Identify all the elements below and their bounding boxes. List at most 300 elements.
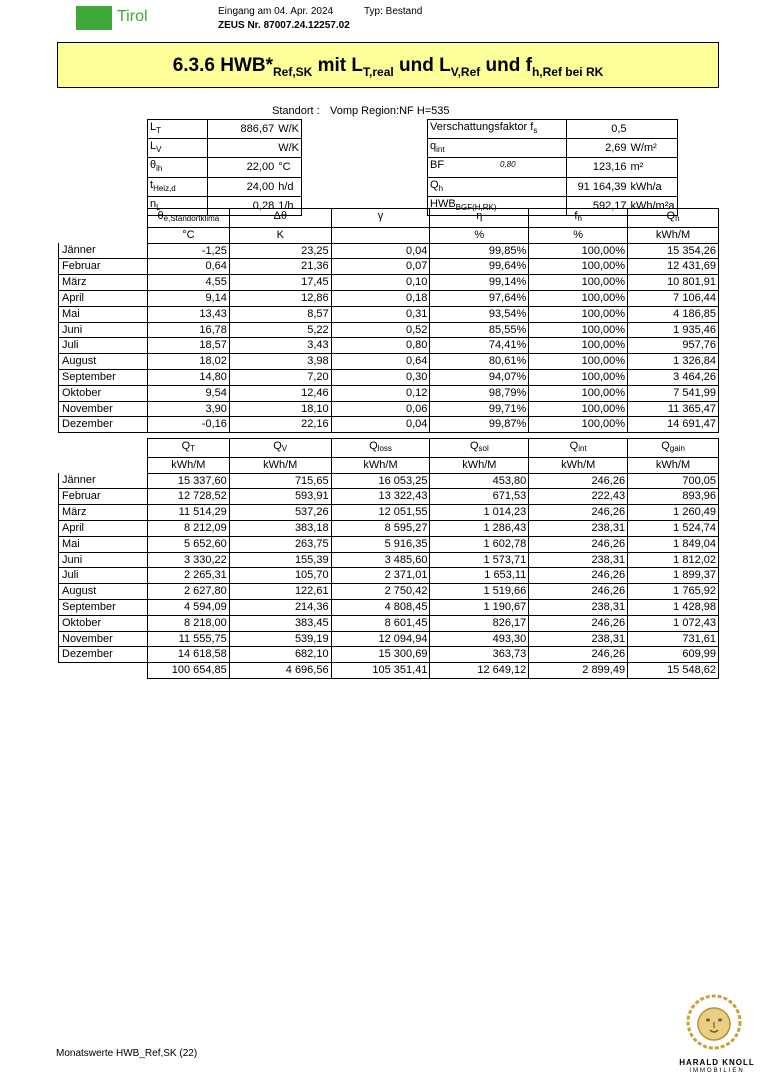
cell-value: 1 812,02: [628, 552, 719, 568]
cell-value: 1 190,67: [430, 599, 529, 615]
cell-value: 682,10: [229, 647, 331, 663]
month-label: Februar: [59, 259, 148, 275]
header-subscript: h: [577, 214, 582, 223]
cell-value: 23,25: [229, 243, 331, 259]
month-label: Jänner: [59, 473, 148, 489]
cell-value: 2 627,80: [147, 584, 229, 600]
param-value: 24,00: [208, 177, 276, 196]
cell-value: 957,76: [628, 338, 719, 354]
param-symbol: [428, 120, 567, 139]
cell-value: 99,87%: [430, 417, 529, 433]
param-sym: Q: [430, 178, 439, 191]
param-unit: h/d: [276, 177, 301, 196]
table-row: [59, 354, 719, 370]
totals-empty: [59, 663, 148, 679]
unit-cell: kWh/M: [430, 457, 529, 473]
cell-value: 80,61%: [430, 354, 529, 370]
title-box: [57, 42, 719, 88]
cell-value: 0,10: [331, 275, 430, 291]
page-title: 6.3.6 $HWB*_{Ref,SK}$ mit $L_{T,real}$ und $L_{V,Ref}$ und $f_{h,Ref bei RK}$: [172, 55, 604, 79]
month-label: Juni: [59, 322, 148, 338]
cell-value: -0,16: [147, 417, 229, 433]
param-sym: HWB: [430, 197, 456, 210]
month-label: Juni: [59, 552, 148, 568]
total-value: 15 548,62: [628, 663, 719, 679]
month-label: Mai: [59, 536, 148, 552]
table-header-row: [59, 439, 719, 458]
cell-value: 100,00%: [529, 338, 628, 354]
cell-value: 715,65: [229, 473, 331, 489]
cell-value: 0,31: [331, 306, 430, 322]
param-sym: θ: [150, 159, 157, 172]
table-row: [59, 259, 719, 275]
lion-head-logo: [686, 994, 742, 1054]
table-row: [59, 615, 719, 631]
table-row: [59, 647, 719, 663]
unit-empty: [59, 457, 148, 473]
month-label: April: [59, 520, 148, 536]
param-unit: 1/h: [276, 196, 301, 215]
cell-value: 246,26: [529, 505, 628, 521]
cell-value: 826,17: [430, 615, 529, 631]
cell-value: 1 286,43: [430, 520, 529, 536]
param-sub: s: [533, 126, 538, 136]
unit-cell: °C: [147, 227, 229, 243]
cell-value: 5 652,60: [147, 536, 229, 552]
column-header: [430, 209, 529, 228]
cell-value: 3,90: [147, 401, 229, 417]
param-sub: V: [156, 145, 162, 155]
param-symbol: [148, 120, 208, 139]
cell-value: 214,36: [229, 599, 331, 615]
month-label: Mai: [59, 306, 148, 322]
param-value: 886,67: [208, 120, 276, 139]
header-symbol: θ: [157, 210, 164, 222]
cell-value: 100,00%: [529, 369, 628, 385]
column-header: [430, 439, 529, 458]
table-row: [59, 584, 719, 600]
month-label: Juli: [59, 338, 148, 354]
cell-value: 15 300,69: [331, 647, 430, 663]
table-row: [59, 275, 719, 291]
cell-value: 10 801,91: [628, 275, 719, 291]
cell-value: 16,78: [147, 322, 229, 338]
unit-cell: kWh/M: [628, 227, 719, 243]
header-symbol: Q: [666, 210, 676, 222]
header-empty: [59, 209, 148, 228]
param-value: 0,28: [208, 196, 276, 215]
cell-value: 18,02: [147, 354, 229, 370]
month-label: September: [59, 369, 148, 385]
cell-value: 98,79%: [430, 385, 529, 401]
cell-value: 155,39: [229, 552, 331, 568]
column-header: [529, 209, 628, 228]
total-value: 12 649,12: [430, 663, 529, 679]
cell-value: 246,26: [529, 473, 628, 489]
table-row: [59, 505, 719, 521]
param-sym: L: [150, 121, 157, 133]
param-unit: °C: [276, 158, 301, 177]
cell-value: 21,36: [229, 259, 331, 275]
month-label: März: [59, 505, 148, 521]
cell-value: 0,04: [331, 243, 430, 259]
param-sym: BF: [430, 159, 445, 172]
param-row: [148, 158, 302, 177]
column-header: [331, 439, 430, 458]
cell-value: 94,07%: [430, 369, 529, 385]
param-value: 0,5: [567, 120, 629, 139]
table-row: [59, 290, 719, 306]
unit-cell: kWh/M: [529, 457, 628, 473]
tirol-logo: [76, 6, 112, 30]
cell-value: 9,54: [147, 385, 229, 401]
param-symbol: [428, 139, 567, 158]
param-unit: kWh/m²a: [629, 196, 678, 215]
cell-value: 100,00%: [529, 275, 628, 291]
cell-value: 100,00%: [529, 259, 628, 275]
cell-value: 12,86: [229, 290, 331, 306]
column-header: [628, 209, 719, 228]
cell-value: 100,00%: [529, 322, 628, 338]
table-row: [59, 473, 719, 489]
cell-value: 0,18: [331, 290, 430, 306]
param-value: 592,17: [567, 196, 629, 215]
cell-value: 238,31: [529, 631, 628, 647]
cell-value: 14 618,58: [147, 647, 229, 663]
column-header: [229, 439, 331, 458]
cell-value: 13,43: [147, 306, 229, 322]
cell-value: 99,64%: [430, 259, 529, 275]
totals-row: [59, 663, 719, 679]
table-row: [59, 552, 719, 568]
column-header: [628, 439, 719, 458]
cell-value: 15 354,26: [628, 243, 719, 259]
month-label: Oktober: [59, 615, 148, 631]
cell-value: -1,25: [147, 243, 229, 259]
header-subscript: loss: [377, 444, 392, 453]
cell-value: 246,26: [529, 647, 628, 663]
cell-value: 263,75: [229, 536, 331, 552]
cell-value: 99,85%: [430, 243, 529, 259]
param-unit: m²: [629, 158, 678, 177]
param-sym: n: [150, 197, 157, 210]
cell-value: 609,99: [628, 647, 719, 663]
table-row: [59, 536, 719, 552]
total-value: 105 351,41: [331, 663, 430, 679]
cell-value: 1 072,43: [628, 615, 719, 631]
table-row: [59, 385, 719, 401]
param-unit: W/K: [276, 120, 301, 139]
param-unit: kWh/a: [629, 177, 678, 196]
param-symbol: [428, 158, 567, 177]
param-value: 91 164,39: [567, 177, 629, 196]
cell-value: 8 212,09: [147, 520, 229, 536]
cell-value: 1 653,11: [430, 568, 529, 584]
cell-value: 100,00%: [529, 401, 628, 417]
unit-empty: [59, 227, 148, 243]
column-header: [229, 209, 331, 228]
cell-value: 8,57: [229, 306, 331, 322]
cell-value: 363,73: [430, 647, 529, 663]
param-sub: L: [156, 202, 161, 212]
cell-value: 5,22: [229, 322, 331, 338]
param-unit: W/K: [276, 139, 301, 158]
cell-value: 539,19: [229, 631, 331, 647]
cell-value: 1 602,78: [430, 536, 529, 552]
cell-value: 11 555,75: [147, 631, 229, 647]
cell-value: 1 524,74: [628, 520, 719, 536]
month-label: April: [59, 290, 148, 306]
cell-value: 15 337,60: [147, 473, 229, 489]
month-label: Dezember: [59, 417, 148, 433]
unit-cell: %: [529, 227, 628, 243]
month-label: Oktober: [59, 385, 148, 401]
cell-value: 3,43: [229, 338, 331, 354]
cell-value: 1 573,71: [430, 552, 529, 568]
cell-value: 100,00%: [529, 290, 628, 306]
month-label: November: [59, 631, 148, 647]
cell-value: 3,98: [229, 354, 331, 370]
cell-value: 14 691,47: [628, 417, 719, 433]
cell-value: 100,00%: [529, 243, 628, 259]
cell-value: 7,20: [229, 369, 331, 385]
cell-value: 222,43: [529, 489, 628, 505]
cell-value: 731,61: [628, 631, 719, 647]
cell-value: 12,46: [229, 385, 331, 401]
cell-value: 0,12: [331, 385, 430, 401]
header-subscript: sol: [478, 444, 489, 453]
cell-value: 11 514,29: [147, 505, 229, 521]
cell-value: 0,80: [331, 338, 430, 354]
cell-value: 85,55%: [430, 322, 529, 338]
cell-value: 9,14: [147, 290, 229, 306]
month-label: März: [59, 275, 148, 291]
cell-value: 99,14%: [430, 275, 529, 291]
param-unit: [629, 120, 678, 139]
cell-value: 246,26: [529, 536, 628, 552]
total-value: 100 654,85: [147, 663, 229, 679]
header-subscript: h: [675, 214, 680, 223]
param-sub: Heiz,d: [153, 183, 176, 193]
param-value: [208, 139, 276, 158]
table-row: [59, 631, 719, 647]
column-header: [147, 209, 229, 228]
header-symbol: Q: [661, 440, 670, 452]
params-right-table: [427, 119, 678, 216]
header-symbol: Δθ: [273, 210, 287, 222]
cell-value: 1 014,23: [430, 505, 529, 521]
cell-value: 493,30: [430, 631, 529, 647]
standort-value: Vomp Region:NF H=535: [330, 105, 450, 117]
cell-value: 100,00%: [529, 306, 628, 322]
month-label: Dezember: [59, 647, 148, 663]
cell-value: 1 935,46: [628, 322, 719, 338]
cell-value: 593,91: [229, 489, 331, 505]
params-left-table: [147, 119, 302, 216]
cell-value: 7 106,44: [628, 290, 719, 306]
cell-value: 671,53: [430, 489, 529, 505]
cell-value: 4 594,09: [147, 599, 229, 615]
table-row: [59, 338, 719, 354]
cell-value: 105,70: [229, 568, 331, 584]
cell-value: 17,45: [229, 275, 331, 291]
cell-value: 383,18: [229, 520, 331, 536]
header-subscript: int: [578, 444, 587, 453]
table-row: [59, 520, 719, 536]
month-label: Jänner: [59, 243, 148, 259]
table-row: [59, 489, 719, 505]
cell-value: 453,80: [430, 473, 529, 489]
unit-row: [59, 457, 719, 473]
cell-value: 1 899,37: [628, 568, 719, 584]
cell-value: 2 265,31: [147, 568, 229, 584]
table-row: [59, 369, 719, 385]
cell-value: 537,26: [229, 505, 331, 521]
param-sub: h: [438, 183, 444, 193]
cell-value: 0,04: [331, 417, 430, 433]
cell-value: 11 365,47: [628, 401, 719, 417]
unit-cell: kWh/M: [331, 457, 430, 473]
table-header-row: [59, 209, 719, 228]
month-label: November: [59, 401, 148, 417]
param-symbol: [148, 158, 208, 177]
cell-value: 12 094,94: [331, 631, 430, 647]
header-subscript: T: [190, 444, 196, 453]
footer-text: Monatswerte HWB_Ref,SK (22): [56, 1048, 198, 1059]
cell-value: 8 601,45: [331, 615, 430, 631]
cell-value: 1 519,66: [430, 584, 529, 600]
param-value: 123,16: [567, 158, 629, 177]
cell-value: 13 322,43: [331, 489, 430, 505]
cell-value: 3 464,26: [628, 369, 719, 385]
standort-label: Standort :: [272, 105, 320, 117]
month-label: Juli: [59, 568, 148, 584]
param-value: 22,00: [208, 158, 276, 177]
table-row: [59, 568, 719, 584]
cell-value: 14,80: [147, 369, 229, 385]
header-symbol: Q: [569, 440, 579, 452]
unit-cell: [331, 227, 430, 243]
header-subscript: V: [281, 444, 288, 453]
cell-value: 2 750,42: [331, 584, 430, 600]
table-row: [59, 417, 719, 433]
cell-value: 1 428,98: [628, 599, 719, 615]
param-sym: Verschattungsfaktor f: [430, 121, 534, 133]
cell-value: 893,96: [628, 489, 719, 505]
column-header: [147, 439, 229, 458]
cell-value: 100,00%: [529, 354, 628, 370]
total-value: 4 696,56: [229, 663, 331, 679]
zeus-number: ZEUS Nr. 87007.24.12257.02: [218, 20, 350, 31]
column-header: [529, 439, 628, 458]
month-label: September: [59, 599, 148, 615]
cell-value: 0,52: [331, 322, 430, 338]
header-symbol: γ: [377, 210, 384, 222]
param-sub: T: [156, 126, 162, 136]
param-sub: int: [436, 145, 445, 155]
cell-value: 0,64: [331, 354, 430, 370]
param-sub: ih: [156, 164, 163, 174]
param-row: [428, 120, 678, 139]
unit-cell: K: [229, 227, 331, 243]
param-extra: 0,80: [500, 160, 516, 170]
cell-value: 0,64: [147, 259, 229, 275]
param-row: [148, 139, 302, 158]
monthly-climate-table: [58, 208, 719, 433]
cell-value: 1 765,92: [628, 584, 719, 600]
cell-value: 0,06: [331, 401, 430, 417]
monthly-energy-table: [58, 438, 719, 679]
month-label: August: [59, 584, 148, 600]
document-type: Typ: Bestand: [364, 6, 423, 17]
header-symbol: Q: [273, 440, 282, 452]
cell-value: 97,64%: [430, 290, 529, 306]
cell-value: 122,61: [229, 584, 331, 600]
total-value: 2 899,49: [529, 663, 628, 679]
cell-value: 1 326,84: [628, 354, 719, 370]
cell-value: 100,00%: [529, 385, 628, 401]
cell-value: 7 541,99: [628, 385, 719, 401]
cell-value: 18,10: [229, 401, 331, 417]
param-symbol: [428, 177, 567, 196]
cell-value: 1 849,04: [628, 536, 719, 552]
cell-value: 246,26: [529, 615, 628, 631]
cell-value: 18,57: [147, 338, 229, 354]
cell-value: 12 728,52: [147, 489, 229, 505]
param-sym: L: [150, 140, 157, 153]
cell-value: 74,41%: [430, 338, 529, 354]
param-symbol: [148, 177, 208, 196]
cell-value: 238,31: [529, 599, 628, 615]
cell-value: 8 595,27: [331, 520, 430, 536]
cell-value: 8 218,00: [147, 615, 229, 631]
header-subscript: gain: [669, 444, 685, 453]
unit-row: [59, 227, 719, 243]
table-row: [59, 306, 719, 322]
param-value: 2,69: [567, 139, 629, 158]
header-symbol: Q: [181, 440, 191, 452]
cell-value: 4,55: [147, 275, 229, 291]
table-row: [59, 401, 719, 417]
unit-cell: kWh/M: [229, 457, 331, 473]
param-sub: BGF(H,RK): [455, 202, 497, 212]
param-row: [428, 158, 678, 177]
header-subscript: e,Standortklima: [163, 214, 220, 223]
cell-value: 100,00%: [529, 417, 628, 433]
cell-value: 2 371,01: [331, 568, 430, 584]
param-row: [428, 139, 678, 158]
cell-value: 4 808,45: [331, 599, 430, 615]
cell-value: 246,26: [529, 568, 628, 584]
header-symbol: Q: [369, 440, 378, 452]
cell-value: 238,31: [529, 520, 628, 536]
unit-cell: kWh/M: [628, 457, 719, 473]
received-date: Eingang am 04. Apr. 2024: [218, 6, 334, 17]
cell-value: 246,26: [529, 584, 628, 600]
param-row: [428, 177, 678, 196]
table-row: [59, 599, 719, 615]
brand-name: HARALD KNOLL: [679, 1058, 755, 1067]
param-symbol: [148, 139, 208, 158]
cell-value: 700,05: [628, 473, 719, 489]
cell-value: 16 053,25: [331, 473, 430, 489]
param-unit: W/m²: [629, 139, 678, 158]
cell-value: 238,31: [529, 552, 628, 568]
table-row: [59, 243, 719, 259]
cell-value: 383,45: [229, 615, 331, 631]
cell-value: 93,54%: [430, 306, 529, 322]
cell-value: 3 330,22: [147, 552, 229, 568]
